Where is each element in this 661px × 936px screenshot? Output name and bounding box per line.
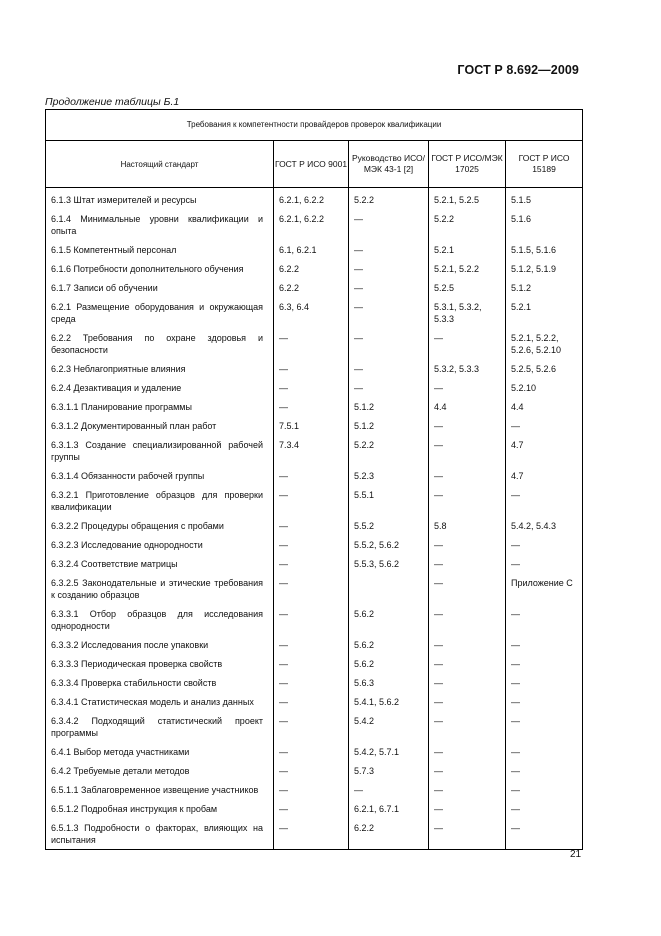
gost-iso-iec-17025-cell: — (429, 820, 506, 850)
requirements-table (45, 109, 583, 850)
table-row (46, 820, 583, 850)
requirement-cell: 6.3.3.1 Отбор образцов для исследования однородности (46, 606, 274, 637)
table-row (46, 675, 583, 694)
iso-iec-guide-43-1-cell: 5.5.2 (349, 518, 429, 537)
requirement-cell: 6.3.2.4 Соответствие матрицы (46, 556, 274, 575)
table-row (46, 537, 583, 556)
gost-iso-9001-cell: — (274, 656, 349, 675)
gost-iso-15189-cell: 5.1.6 (506, 211, 583, 242)
table-row (46, 487, 583, 518)
gost-iso-9001-cell: — (274, 361, 349, 380)
iso-iec-guide-43-1-cell: 5.6.2 (349, 656, 429, 675)
table-row (46, 330, 583, 361)
gost-iso-15189-cell: — (506, 418, 583, 437)
gost-iso-iec-17025-cell: — (429, 380, 506, 399)
gost-iso-iec-17025-cell: — (429, 675, 506, 694)
iso-iec-guide-43-1-cell: — (349, 299, 429, 330)
requirement-cell: 6.1.3 Штат измерителей и ресурсы (46, 188, 274, 212)
iso-iec-guide-43-1-cell: 5.1.2 (349, 418, 429, 437)
gost-iso-iec-17025-cell: 5.2.1, 5.2.2 (429, 261, 506, 280)
requirement-cell: 6.3.2.2 Процедуры обращения с пробами (46, 518, 274, 537)
gost-iso-15189-cell: — (506, 656, 583, 675)
gost-iso-9001-cell: — (274, 763, 349, 782)
gost-iso-15189-cell: — (506, 606, 583, 637)
column-header-this-standard: Настоящий стандарт (46, 141, 274, 188)
table-row (46, 782, 583, 801)
gost-iso-iec-17025-cell: 5.2.5 (429, 280, 506, 299)
table-row (46, 744, 583, 763)
gost-iso-iec-17025-cell: 5.2.1, 5.2.5 (429, 188, 506, 212)
requirement-cell: 6.3.2.3 Исследование однородности (46, 537, 274, 556)
requirement-cell: 6.1.5 Компетентный персонал (46, 242, 274, 261)
requirement-cell: 6.3.4.1 Статистическая модель и анализ данных (46, 694, 274, 713)
gost-iso-15189-cell: 5.2.10 (506, 380, 583, 399)
gost-iso-15189-cell: 4.7 (506, 468, 583, 487)
gost-iso-9001-cell: — (274, 782, 349, 801)
gost-iso-15189-cell: — (506, 713, 583, 744)
gost-iso-iec-17025-cell: 5.3.2, 5.3.3 (429, 361, 506, 380)
gost-iso-15189-cell: — (506, 782, 583, 801)
iso-iec-guide-43-1-cell: 5.2.3 (349, 468, 429, 487)
requirement-cell: 6.3.1.4 Обязанности рабочей группы (46, 468, 274, 487)
gost-iso-15189-cell: — (506, 487, 583, 518)
gost-iso-15189-cell: — (506, 537, 583, 556)
iso-iec-guide-43-1-cell: — (349, 261, 429, 280)
gost-iso-iec-17025-cell: — (429, 418, 506, 437)
gost-iso-9001-cell: — (274, 468, 349, 487)
gost-iso-iec-17025-cell: — (429, 782, 506, 801)
gost-iso-15189-cell: — (506, 556, 583, 575)
iso-iec-guide-43-1-cell: — (349, 330, 429, 361)
column-header-gost-iso-iec-17025: ГОСТ Р ИСО/МЭК 17025 (429, 141, 506, 188)
table-row (46, 763, 583, 782)
gost-iso-9001-cell: — (274, 380, 349, 399)
gost-iso-iec-17025-cell: — (429, 713, 506, 744)
table-row (46, 606, 583, 637)
gost-iso-iec-17025-cell: 5.2.2 (429, 211, 506, 242)
gost-iso-15189-cell: — (506, 763, 583, 782)
requirement-cell: 6.2.2 Требования по охране здоровья и безопасности (46, 330, 274, 361)
gost-iso-9001-cell: — (274, 518, 349, 537)
gost-iso-9001-cell: — (274, 556, 349, 575)
requirement-cell: 6.3.1.3 Создание специализированной рабочей группы (46, 437, 274, 468)
iso-iec-guide-43-1-cell: 5.5.1 (349, 487, 429, 518)
requirement-cell: 6.3.1.2 Документированный план работ (46, 418, 274, 437)
table-row (46, 261, 583, 280)
gost-iso-iec-17025-cell: 5.2.1 (429, 242, 506, 261)
iso-iec-guide-43-1-cell: — (349, 361, 429, 380)
gost-iso-9001-cell: — (274, 675, 349, 694)
table-body (46, 188, 583, 850)
gost-iso-15189-cell: — (506, 637, 583, 656)
table-group-title: Требования к компетентности провайдеров проверок квалификации (46, 110, 583, 141)
gost-iso-9001-cell: — (274, 575, 349, 606)
gost-iso-15189-cell: 5.4.2, 5.4.3 (506, 518, 583, 537)
iso-iec-guide-43-1-cell: 5.6.3 (349, 675, 429, 694)
gost-iso-15189-cell: 5.1.5 (506, 188, 583, 212)
requirement-cell: 6.1.6 Потребности дополнительного обучения (46, 261, 274, 280)
gost-iso-iec-17025-cell: 4.4 (429, 399, 506, 418)
table-row (46, 242, 583, 261)
table-row (46, 380, 583, 399)
table-row (46, 637, 583, 656)
gost-iso-9001-cell: 6.2.2 (274, 280, 349, 299)
gost-iso-9001-cell: — (274, 713, 349, 744)
requirement-cell: 6.4.1 Выбор метода участниками (46, 744, 274, 763)
table-row (46, 280, 583, 299)
gost-iso-9001-cell: — (274, 744, 349, 763)
gost-iso-15189-cell: — (506, 675, 583, 694)
gost-iso-iec-17025-cell: — (429, 606, 506, 637)
requirement-cell: 6.1.7 Записи об обучении (46, 280, 274, 299)
gost-iso-9001-cell: 6.2.2 (274, 261, 349, 280)
gost-iso-iec-17025-cell: 5.8 (429, 518, 506, 537)
requirement-cell: 6.3.2.1 Приготовление образцов для проверки квалификации (46, 487, 274, 518)
page-number: 21 (570, 849, 582, 860)
gost-iso-9001-cell: 7.3.4 (274, 437, 349, 468)
gost-iso-15189-cell: 5.2.1 (506, 299, 583, 330)
requirement-cell: 6.5.1.1 Заблаговременное извещение участников (46, 782, 274, 801)
iso-iec-guide-43-1-cell: 5.4.1, 5.6.2 (349, 694, 429, 713)
iso-iec-guide-43-1-cell: 5.6.2 (349, 637, 429, 656)
gost-iso-9001-cell: — (274, 330, 349, 361)
table-row (46, 399, 583, 418)
requirement-cell: 6.3.1.1 Планирование программы (46, 399, 274, 418)
table-row (46, 361, 583, 380)
table-row (46, 437, 583, 468)
iso-iec-guide-43-1-cell: 5.5.3, 5.6.2 (349, 556, 429, 575)
table-row (46, 575, 583, 606)
gost-iso-15189-cell: 4.4 (506, 399, 583, 418)
gost-iso-15189-cell: — (506, 820, 583, 850)
column-header-iso-iec-guide-43-1: Руководство ИСО/МЭК 43-1 [2] (349, 141, 429, 188)
gost-iso-iec-17025-cell: — (429, 801, 506, 820)
gost-iso-9001-cell: — (274, 399, 349, 418)
gost-iso-9001-cell: 7.5.1 (274, 418, 349, 437)
iso-iec-guide-43-1-cell: — (349, 280, 429, 299)
gost-iso-iec-17025-cell: — (429, 330, 506, 361)
gost-iso-iec-17025-cell: 5.3.1, 5.3.2, 5.3.3 (429, 299, 506, 330)
requirement-cell: 6.2.3 Неблагоприятные влияния (46, 361, 274, 380)
requirement-cell: 6.3.2.5 Законодательные и этические требования к созданию образцов (46, 575, 274, 606)
requirement-cell: 6.3.4.2 Подходящий статистический проект программы (46, 713, 274, 744)
gost-iso-9001-cell: — (274, 487, 349, 518)
gost-iso-9001-cell: 6.2.1, 6.2.2 (274, 188, 349, 212)
column-header-gost-iso-9001: ГОСТ Р ИСО 9001 (274, 141, 349, 188)
gost-iso-iec-17025-cell: — (429, 763, 506, 782)
gost-iso-9001-cell: — (274, 637, 349, 656)
iso-iec-guide-43-1-cell: 6.2.2 (349, 820, 429, 850)
requirement-cell: 6.2.1 Размещение оборудования и окружающая среда (46, 299, 274, 330)
column-header-gost-iso-15189: ГОСТ Р ИСО 15189 (506, 141, 583, 188)
standard-designation: ГОСТ Р 8.692—2009 (457, 63, 579, 77)
requirement-cell: 6.3.3.3 Периодическая проверка свойств (46, 656, 274, 675)
gost-iso-iec-17025-cell: — (429, 487, 506, 518)
gost-iso-15189-cell: 5.2.1, 5.2.2, 5.2.6, 5.2.10 (506, 330, 583, 361)
requirement-cell: 6.3.3.2 Исследования после упаковки (46, 637, 274, 656)
gost-iso-9001-cell: 6.2.1, 6.2.2 (274, 211, 349, 242)
gost-iso-iec-17025-cell: — (429, 694, 506, 713)
iso-iec-guide-43-1-cell: — (349, 380, 429, 399)
gost-iso-15189-cell: 5.1.2, 5.1.9 (506, 261, 583, 280)
iso-iec-guide-43-1-cell: 5.5.2, 5.6.2 (349, 537, 429, 556)
gost-iso-iec-17025-cell: — (429, 556, 506, 575)
requirement-cell: 6.3.3.4 Проверка стабильности свойств (46, 675, 274, 694)
gost-iso-iec-17025-cell: — (429, 637, 506, 656)
requirement-cell: 6.5.1.3 Подробности о факторах, влияющих на испытания (46, 820, 274, 850)
gost-iso-9001-cell: — (274, 537, 349, 556)
iso-iec-guide-43-1-cell: 5.2.2 (349, 188, 429, 212)
iso-iec-guide-43-1-cell: 5.1.2 (349, 399, 429, 418)
requirement-cell: 6.5.1.2 Подробная инструкция к пробам (46, 801, 274, 820)
requirement-cell: 6.4.2 Требуемые детали методов (46, 763, 274, 782)
table-row (46, 418, 583, 437)
table-row (46, 713, 583, 744)
iso-iec-guide-43-1-cell: — (349, 211, 429, 242)
gost-iso-15189-cell: — (506, 694, 583, 713)
gost-iso-15189-cell: — (506, 801, 583, 820)
iso-iec-guide-43-1-cell (349, 575, 429, 606)
gost-iso-15189-cell: — (506, 744, 583, 763)
table-row (46, 468, 583, 487)
table-row (46, 694, 583, 713)
gost-iso-iec-17025-cell: — (429, 744, 506, 763)
requirement-cell: 6.2.4 Дезактивация и удаление (46, 380, 274, 399)
gost-iso-9001-cell: — (274, 801, 349, 820)
gost-iso-9001-cell: 6.1, 6.2.1 (274, 242, 349, 261)
gost-iso-15189-cell: 5.1.2 (506, 280, 583, 299)
gost-iso-15189-cell: 5.2.5, 5.2.6 (506, 361, 583, 380)
gost-iso-iec-17025-cell: — (429, 537, 506, 556)
gost-iso-9001-cell: 6.3, 6.4 (274, 299, 349, 330)
gost-iso-15189-cell: Приложение С (506, 575, 583, 606)
table-row (46, 656, 583, 675)
table-row (46, 801, 583, 820)
table-caption: Продолжение таблицы Б.1 (45, 96, 180, 108)
table-row (46, 518, 583, 537)
iso-iec-guide-43-1-cell: — (349, 782, 429, 801)
gost-iso-iec-17025-cell: — (429, 437, 506, 468)
gost-iso-9001-cell: — (274, 820, 349, 850)
gost-iso-15189-cell: 5.1.5, 5.1.6 (506, 242, 583, 261)
iso-iec-guide-43-1-cell: 6.2.1, 6.7.1 (349, 801, 429, 820)
table-row (46, 211, 583, 242)
gost-iso-9001-cell: — (274, 606, 349, 637)
iso-iec-guide-43-1-cell: 5.4.2, 5.7.1 (349, 744, 429, 763)
iso-iec-guide-43-1-cell: — (349, 242, 429, 261)
iso-iec-guide-43-1-cell: 5.6.2 (349, 606, 429, 637)
gost-iso-9001-cell: — (274, 694, 349, 713)
table-row (46, 188, 583, 212)
gost-iso-iec-17025-cell: — (429, 575, 506, 606)
iso-iec-guide-43-1-cell: 5.2.2 (349, 437, 429, 468)
requirement-cell: 6.1.4 Минимальные уровни квалификации и опыта (46, 211, 274, 242)
table-row (46, 556, 583, 575)
iso-iec-guide-43-1-cell: 5.4.2 (349, 713, 429, 744)
gost-iso-iec-17025-cell: — (429, 468, 506, 487)
gost-iso-15189-cell: 4.7 (506, 437, 583, 468)
table-row (46, 299, 583, 330)
iso-iec-guide-43-1-cell: 5.7.3 (349, 763, 429, 782)
gost-iso-iec-17025-cell: — (429, 656, 506, 675)
